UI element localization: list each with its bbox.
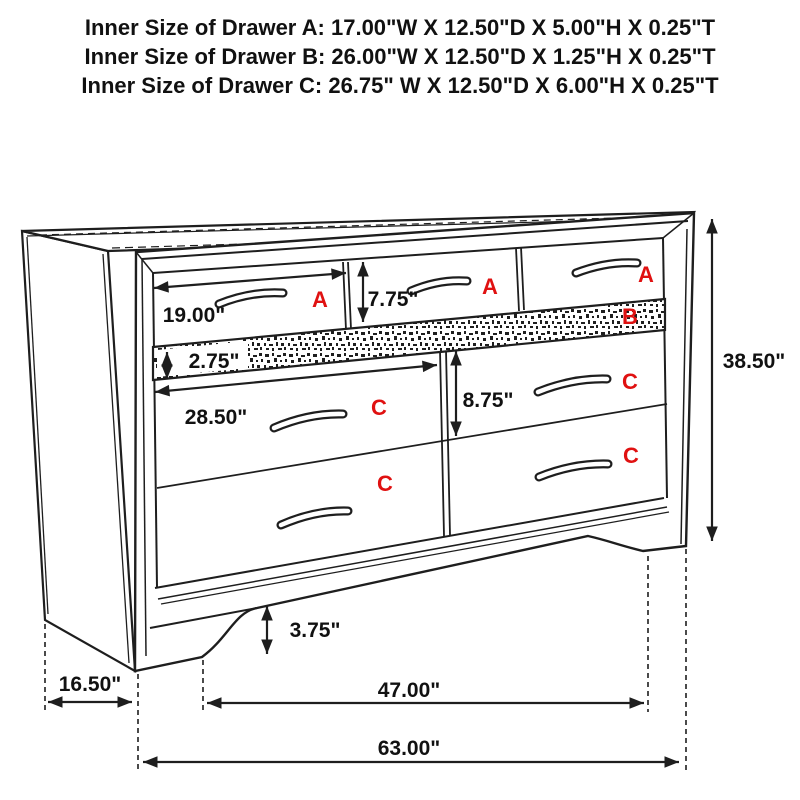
drawer-label-c-lower-right: C bbox=[623, 443, 639, 468]
header-line-drawer-a: Inner Size of Drawer A: 17.00"W X 12.50"D X 5.00"H X 0.25"T bbox=[84, 15, 716, 40]
header-line-drawer-b: Inner Size of Drawer B: 26.00"W X 12.50"D X 1.25"H X 0.25"T bbox=[84, 44, 716, 69]
dresser-side-panel bbox=[22, 231, 135, 671]
dim-band-height-label: 2.75" bbox=[188, 350, 240, 373]
drawer-label-c-lower-left: C bbox=[377, 471, 393, 496]
dim-overall-height-label: 38.50" bbox=[722, 350, 786, 373]
dim-side-depth bbox=[48, 673, 132, 702]
dim-side-depth-label: 16.50" bbox=[58, 673, 122, 696]
header-line-drawer-c: Inner Size of Drawer C: 26.75" W X 12.50"D X 6.00"H X 0.25"T bbox=[81, 73, 719, 98]
dim-feet-span-label: 47.00" bbox=[377, 679, 441, 702]
drawer-label-a-middle: A bbox=[482, 274, 498, 299]
dim-foot-height bbox=[267, 606, 340, 654]
drawer-label-a-right: A bbox=[638, 262, 654, 287]
dim-drawer-c-width-label: 28.50" bbox=[184, 406, 248, 429]
dim-overall-width-label: 63.00" bbox=[377, 737, 441, 760]
dim-overall-height bbox=[712, 219, 785, 541]
dim-foot-height-label: 3.75" bbox=[289, 619, 341, 642]
dim-drawer-c-height-label: 8.75" bbox=[462, 389, 514, 412]
drawer-label-c-upper-right: C bbox=[622, 369, 638, 394]
dresser-front-outline bbox=[135, 213, 694, 671]
drawer-label-b-band: B bbox=[622, 304, 638, 329]
dim-feet-span bbox=[207, 679, 644, 703]
drawer-label-a-left: A bbox=[312, 287, 328, 312]
dim-overall-width bbox=[143, 737, 679, 762]
dim-drawer-a-width-label: 19.00" bbox=[162, 304, 226, 327]
drawer-label-c-upper-left: C bbox=[371, 395, 387, 420]
dim-drawer-a-height-label: 7.75" bbox=[367, 288, 419, 311]
dresser-front bbox=[135, 213, 694, 671]
